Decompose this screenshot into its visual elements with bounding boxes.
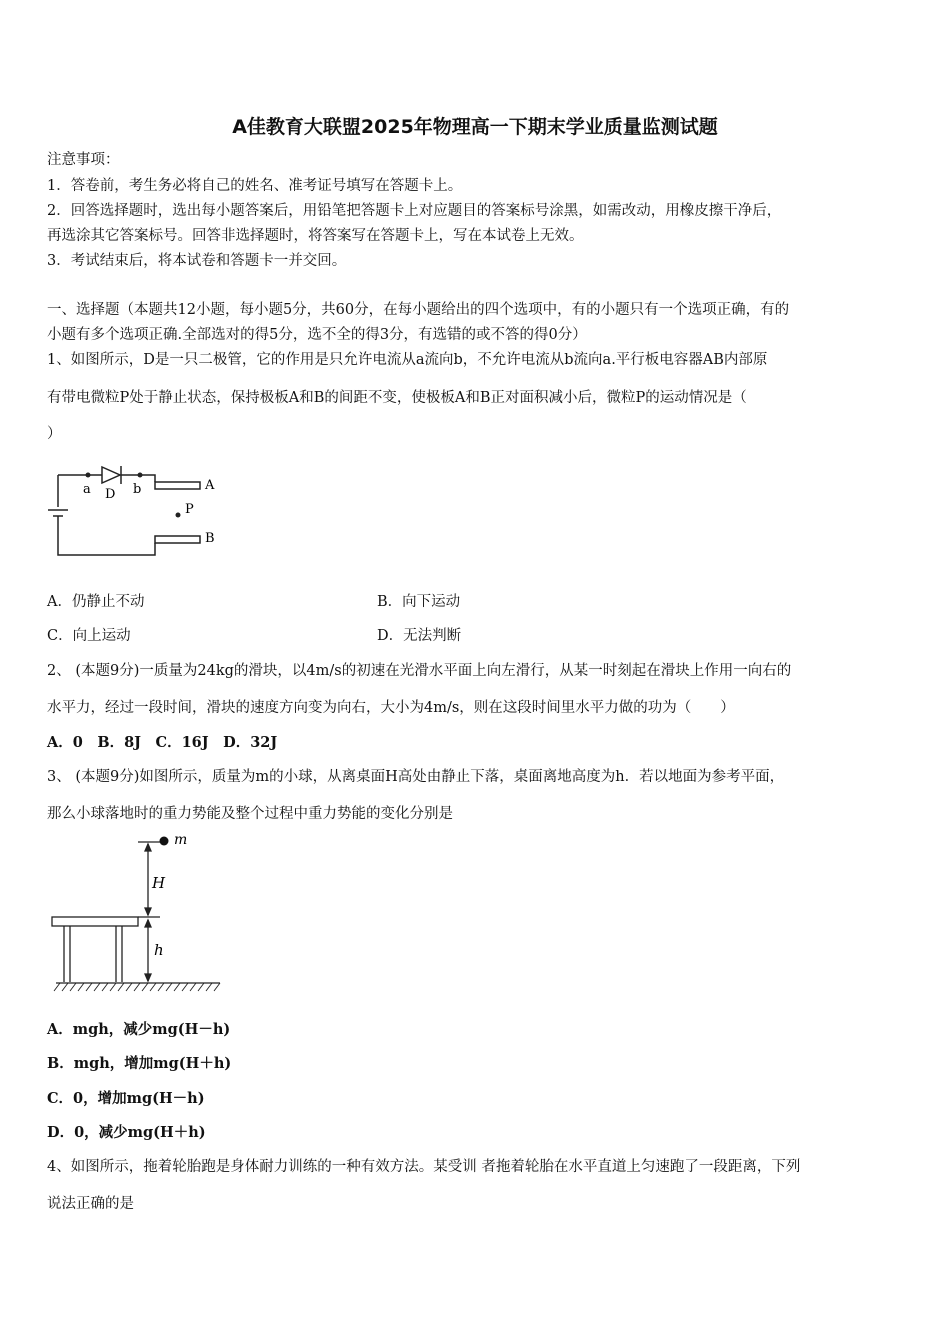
q3-table-diagram xyxy=(48,830,248,995)
label-p: P xyxy=(185,502,194,517)
section-heading-cont: 小题有多个选项正确.全部选对的得5分，选不全的得3分，有选错的或不答的得0分） xyxy=(47,327,587,343)
q1-option-c: C．向上运动 xyxy=(47,628,131,644)
q1-option-a: A．仍静止不动 xyxy=(47,594,145,610)
label-H: H xyxy=(152,874,166,892)
q1-circuit-diagram xyxy=(40,455,230,565)
q3-text: 3、 (本题9分)如图所示，质量为m的小球，从离桌面H高处由静止下落，桌面离地高度为h．若以地面为参考平面， xyxy=(47,769,785,785)
q3-option-d: D．0，减少mg(H＋h) xyxy=(47,1124,206,1141)
notice-item: 再选涂其它答案标号。回答非选择题时，将答案写在答题卡上，写在本试卷上无效。 xyxy=(47,228,584,244)
point-a-dot xyxy=(86,473,91,478)
q1-text: 有带电微粒P处于静止状态，保持极板A和B的间距不变，使极板A和B正对面积减小后，微粒P的运动情况是（ xyxy=(47,390,747,406)
point-b-dot xyxy=(138,473,143,478)
notice-item: 2．回答选择题时，选出每小题答案后，用铅笔把答题卡上对应题目的答案标号涂黑，如需改动，用橡皮擦干净后， xyxy=(47,203,782,219)
section-heading: 一、选择题（本题共12小题，每小题5分，共60分，在每小题给出的四个选项中，有的小题只有一个选项正确，有的 xyxy=(47,302,790,318)
q2-options: A．0 B．8J C．16J D．32J xyxy=(47,734,278,751)
q3-option-c: C．0，增加mg(H－h) xyxy=(47,1090,205,1107)
notice-heading: 注意事项： xyxy=(47,152,120,168)
label-a: a xyxy=(83,482,91,497)
q3-option-a: A．mgh，减少mg(H－h) xyxy=(47,1021,231,1038)
q2-text: 水平力，经过一段时间，滑块的速度方向变为向右，大小为4m/s，则在这段时间里水平力做的功为（ ） xyxy=(47,700,735,716)
ball xyxy=(160,837,169,846)
label-h: h xyxy=(154,941,164,959)
q1-option-d: D．无法判断 xyxy=(377,628,462,644)
notice-item: 1．答卷前，考生务必将自己的姓名、准考证号填写在答题卡上。 xyxy=(47,178,463,194)
q3-text: 那么小球落地时的重力势能及整个过程中重力势能的变化分别是 xyxy=(47,806,453,822)
label-b: b xyxy=(133,482,142,497)
label-plate-b: B xyxy=(205,531,215,546)
q3-option-b: B．mgh，增加mg(H＋h) xyxy=(47,1055,232,1072)
page-title: A佳教育大联盟2025年物理高一下期末学业质量监测试题 xyxy=(232,116,718,138)
q1-text: 1、如图所示，D是一只二极管，它的作用是只允许电流从a流向b，不允许电流从b流向a.平行板电容器AB内部原 xyxy=(47,352,768,368)
label-plate-a: A xyxy=(205,478,215,493)
q4-text: 说法正确的是 xyxy=(47,1196,134,1212)
q4-text: 4、如图所示，拖着轮胎跑是身体耐力训练的一种有效方法。某受训 者拖着轮胎在水平直道上匀速跑了一段距离，下列 xyxy=(47,1159,801,1175)
particle-p-dot xyxy=(176,513,181,518)
label-m: m xyxy=(174,832,188,848)
notice-item: 3．考试结束后，将本试卷和答题卡一并交回。 xyxy=(47,253,347,269)
q1-option-b: B．向下运动 xyxy=(377,594,461,610)
q1-text: ） xyxy=(47,426,62,442)
q2-text: 2、 (本题9分)一质量为24kg的滑块，以4m/s的初速在光滑水平面上向左滑行，从某一时刻起在滑块上作用一向右的 xyxy=(47,663,792,679)
label-d: D xyxy=(105,487,116,502)
